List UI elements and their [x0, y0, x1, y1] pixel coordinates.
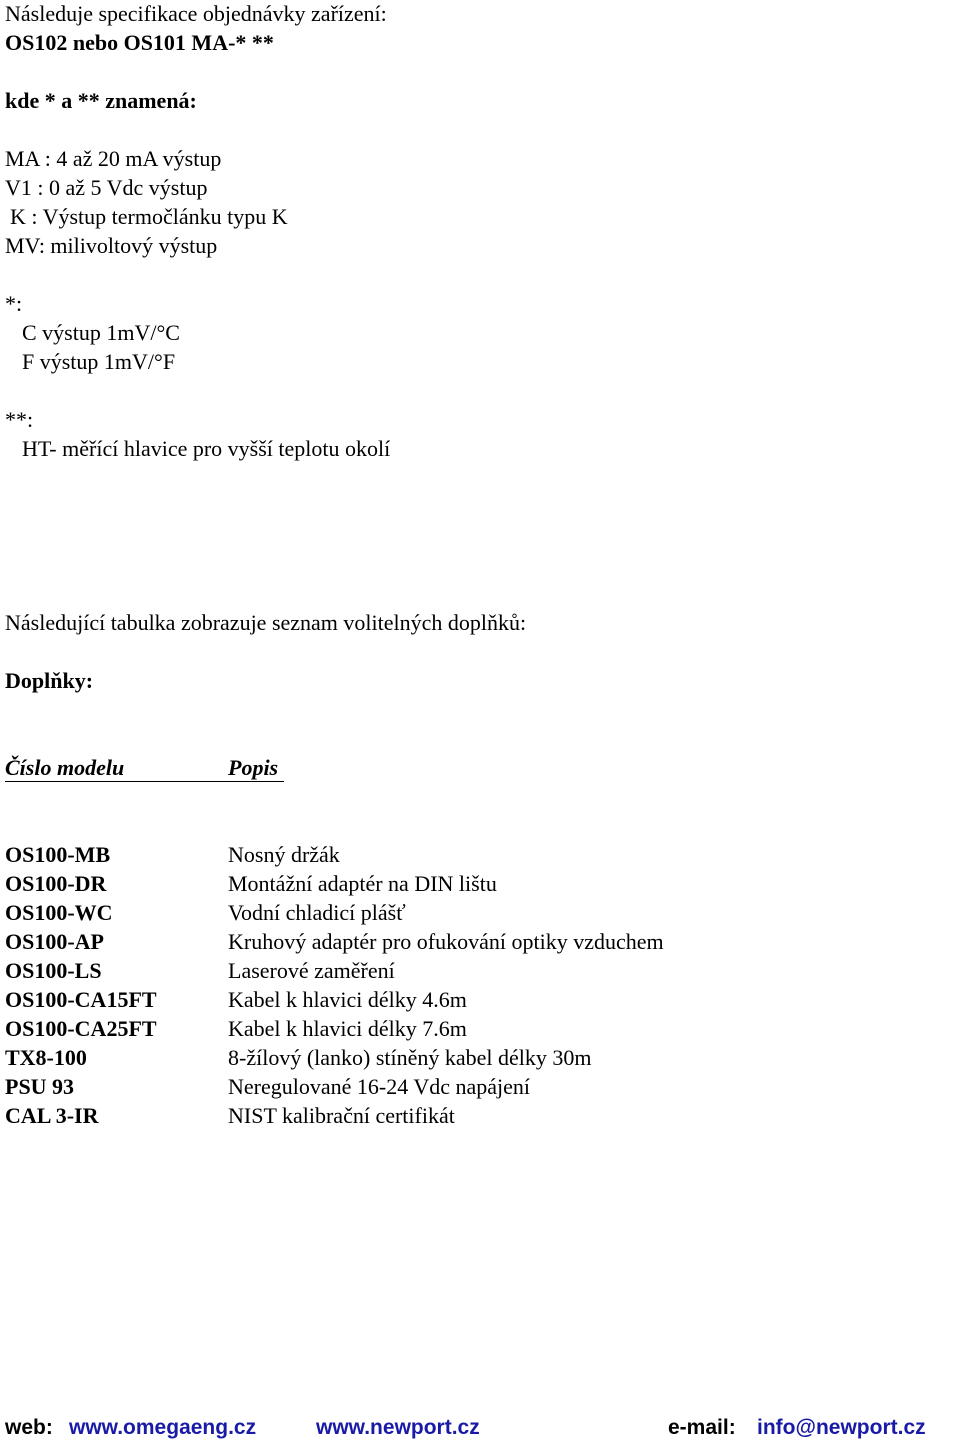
table-row [0, 840, 960, 869]
column-header-description: Popis [228, 755, 279, 780]
model-description: Neregulované 16-24 Vdc napájení [228, 1074, 530, 1099]
where-heading: kde * a ** znamená: [5, 88, 197, 113]
model-number: OS100-CA25FT [5, 1016, 157, 1041]
table-row [0, 898, 960, 927]
table-row [0, 1014, 960, 1043]
newport-link[interactable]: www.newport.cz [316, 1416, 480, 1439]
model-description: Vodní chladicí plášť [228, 900, 406, 925]
output-mv: MV: milivoltový výstup [5, 233, 218, 258]
output-v1: V1 : 0 až 5 Vdc výstup [5, 175, 208, 200]
star1-option-f: F výstup 1mV/°F [22, 349, 176, 374]
table-row [0, 985, 960, 1014]
table-row [0, 1043, 960, 1072]
email-label: e-mail: [668, 1416, 736, 1439]
model-number: TX8-100 [5, 1045, 87, 1070]
model-description: Kabel k hlavici délky 4.6m [228, 987, 467, 1012]
star2-label: **: [5, 407, 34, 432]
spec-intro: Následuje specifikace objednávky zařízení: [5, 1, 387, 26]
star1-option-c: C výstup 1mV/°C [22, 320, 180, 345]
table-row [0, 1101, 960, 1130]
output-ma: MA : 4 až 20 mA výstup [5, 146, 222, 171]
model-description: Nosný držák [228, 842, 340, 867]
model-number: OS100-DR [5, 871, 107, 896]
model-number: OS100-CA15FT [5, 987, 157, 1012]
model-number: OS100-AP [5, 929, 104, 954]
accessories-heading: Doplňky: [5, 668, 94, 693]
model-description: Kruhový adaptér pro ofukování optiky vzduchem [228, 929, 664, 954]
model-description: Montážní adaptér na DIN lištu [228, 871, 497, 896]
star2-option-ht: HT- měřící hlavice pro vyšší teplotu okolí [22, 436, 391, 461]
star1-label: *: [5, 291, 23, 316]
model-number: CAL 3-IR [5, 1103, 99, 1128]
table-row [0, 1072, 960, 1101]
model-number: OS100-LS [5, 958, 102, 983]
model-description: NIST kalibrační certifikát [228, 1103, 455, 1128]
table-row [0, 956, 960, 985]
model-description: Laserové zaměření [228, 958, 395, 983]
output-k: K : Výstup termočlánku typu K [10, 204, 288, 229]
model-number: PSU 93 [5, 1074, 75, 1099]
table-row [0, 869, 960, 898]
model-number: OS100-MB [5, 842, 111, 867]
model-number: OS100-WC [5, 900, 113, 925]
model-code: OS102 nebo OS101 MA-* ** [5, 30, 274, 55]
email-link[interactable]: info@newport.cz [757, 1416, 926, 1439]
model-description: 8-žílový (lanko) stíněný kabel délky 30m [228, 1045, 592, 1070]
omegaeng-link[interactable]: www.omegaeng.cz [69, 1416, 257, 1439]
model-description: Kabel k hlavici délky 7.6m [228, 1016, 467, 1041]
column-header-model: Číslo modelu [5, 755, 125, 780]
web-label: web: [5, 1416, 53, 1439]
accessories-intro: Následující tabulka zobrazuje seznam volitelných doplňků: [5, 610, 527, 635]
footer [0, 1414, 960, 1442]
header-underline [5, 781, 284, 782]
table-row [0, 927, 960, 956]
